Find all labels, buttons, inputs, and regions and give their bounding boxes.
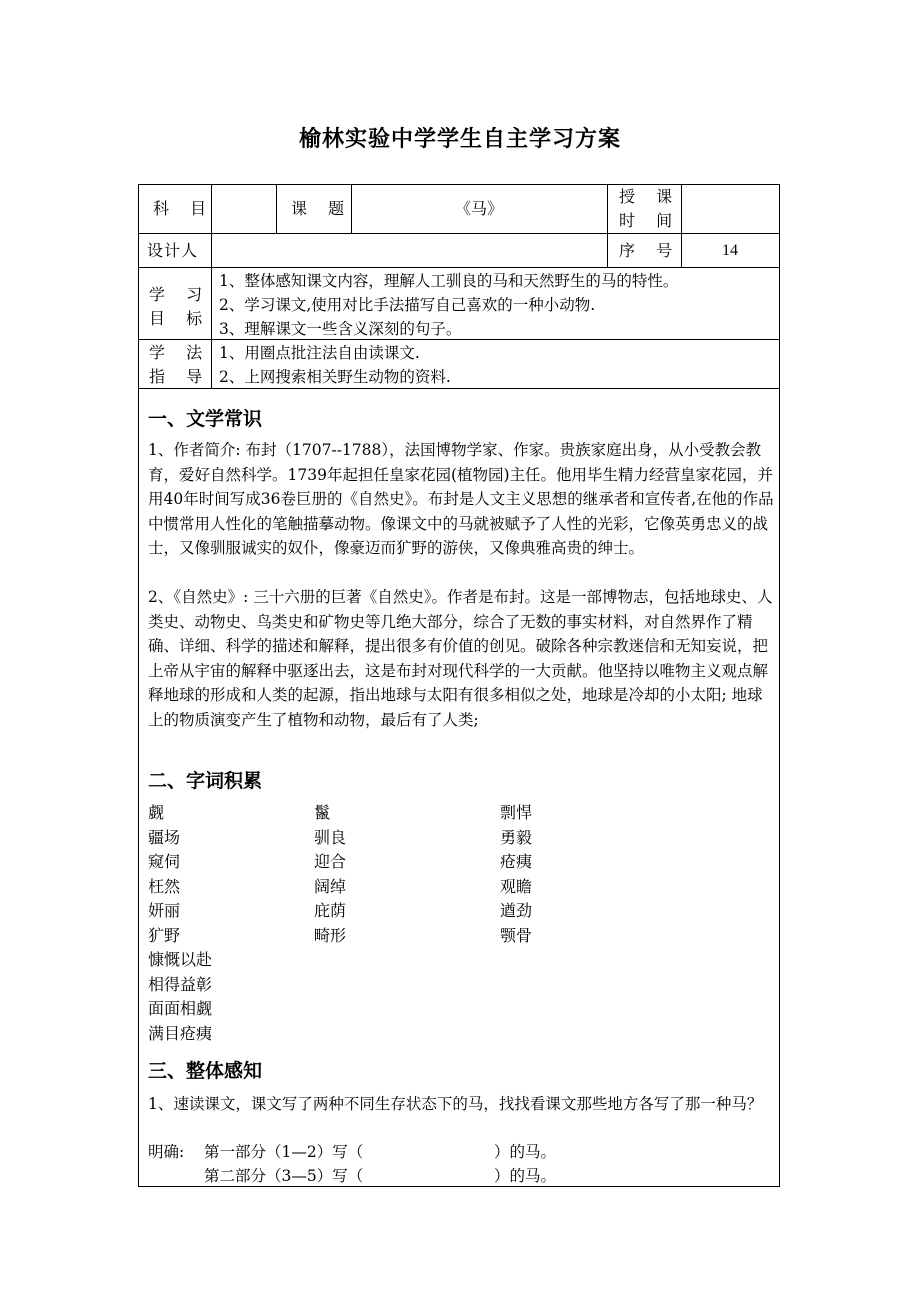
- section-heading: 三、整体感知: [148, 1060, 263, 1082]
- goals-label-2: 目 标: [149, 309, 211, 328]
- page-title: 榆林实验中学学生自主学习方案: [298, 127, 621, 152]
- word-item: 疮痍: [500, 852, 533, 871]
- word-item: 犷野: [148, 925, 181, 945]
- word-item: 观瞻: [500, 876, 533, 896]
- time-label-1: 授 课: [619, 187, 681, 206]
- word-item: 勇毅: [500, 827, 533, 847]
- row-divider: [139, 267, 779, 268]
- word-item: 颚骨: [500, 925, 533, 945]
- col-divider: [607, 185, 608, 267]
- goals-label-1: 学 习: [149, 285, 211, 304]
- word-item: 迎合: [314, 852, 347, 871]
- word-item: 满目疮痍: [148, 1023, 213, 1043]
- row-divider: [139, 233, 779, 234]
- section-heading: 一、文学常识: [148, 408, 263, 430]
- word-column-2: [314, 801, 346, 948]
- method-label-1: 学 法: [149, 343, 211, 362]
- answer-prefix: 明确:: [148, 1143, 185, 1161]
- subject-label: 科 目: [153, 199, 215, 218]
- col-divider: [276, 185, 277, 233]
- serial-value: 14: [722, 242, 738, 259]
- word-item: 遒劲: [500, 901, 533, 920]
- word-item: 剽悍: [500, 803, 533, 822]
- method-item: 1、用圈点批注法自由读课文.: [219, 344, 420, 362]
- serial-label: 序 号: [619, 241, 681, 260]
- answer-line-2-end: ）的马。: [494, 1167, 557, 1185]
- row-divider: [139, 339, 779, 340]
- goal-item: 3、理解课文一些含义深刻的句子。: [219, 320, 462, 338]
- word-item: 窥伺: [148, 852, 181, 871]
- answer-line-2-start: 第二部分（3—5）写（: [204, 1167, 364, 1185]
- word-item: 面面相觑: [148, 999, 213, 1018]
- answer-line-1-end: ）的马。: [494, 1143, 557, 1161]
- question-1: 1、速读课文，课文写了两种不同生存状态下的马，找找看课文那些地方各写了那一种马？: [148, 1095, 763, 1113]
- time-label-2: 时 间: [619, 211, 681, 230]
- designer-label: 设计人: [147, 241, 199, 260]
- word-item: 驯良: [314, 827, 347, 847]
- word-column-1: [148, 801, 212, 1046]
- topic-label: 课 题: [291, 199, 353, 218]
- word-item: 觑: [148, 803, 165, 822]
- word-item: 畸形: [314, 925, 347, 945]
- book-intro: 2、《自然史》: 三十六册的巨著《自然史》。作者是布封。这是一部博物志，包括地球史、人类史、动物史、鸟类史和矿物史等几绝大部分，综合了无数的事实材料，对自然界作了精确、详细、科学的描述和解释，提出很多有价值的创见。破除各种宗教迷信和无知妄说，把上帝从宇宙的解释中驱逐出去，这是布封对现代科学的一大贡献。他坚持以唯物主义观点解释地球的形成和人类的起源，指出地球与太阳有很多相似之处，地球是冷却的小太阳; 地球上的物质演变产生了植物和动物，最后有了人类;: [148, 588, 773, 729]
- method-item: 2、上网搜索相关野生动物的资料.: [219, 368, 451, 386]
- word-item: 妍丽: [148, 901, 181, 920]
- answer-line-1-start: 第一部分（1—2）写（: [204, 1143, 364, 1161]
- author-intro: 1、作者简介: 布封（1707--1788），法国博物学家、作家。贵族家庭出身，从小受教会教育，爱好自然科学。1739年起担任皇家花园(植物园)主任。他用毕生精力经营皇家花园，并用40年时间写成36卷巨册的《自然史》。布封是人文主义思想的继承者和宣传者,在他的作品中惯常用人性化的笔触描摹动物。像课文中的马就被赋予了人性的光彩，它像英勇忠义的战士，又像驯服诚实的奴仆，像豪迈而犷野的游侠，又像典雅高贵的绅士。: [148, 441, 774, 557]
- word-item: 疆场: [148, 827, 181, 847]
- word-item: 枉然: [148, 876, 181, 896]
- word-column-3: [500, 801, 532, 948]
- goal-item: 2、学习课文,使用对比手法描写自己喜欢的一种小动物.: [219, 296, 596, 314]
- section-heading: 二、字词积累: [148, 770, 263, 792]
- row-divider: [139, 388, 779, 389]
- method-label-2: 指 导: [149, 367, 211, 386]
- word-item: 相得益彰: [148, 974, 213, 994]
- word-item: 鬣: [314, 803, 331, 822]
- word-item: 阔绰: [314, 876, 347, 896]
- word-item: 庇荫: [314, 901, 347, 920]
- word-item: 慷慨以赴: [148, 950, 213, 969]
- goal-item: 1、整体感知课文内容，理解人工驯良的马和天然野生的马的特性。: [219, 272, 679, 290]
- topic-value: 《马》: [454, 199, 503, 218]
